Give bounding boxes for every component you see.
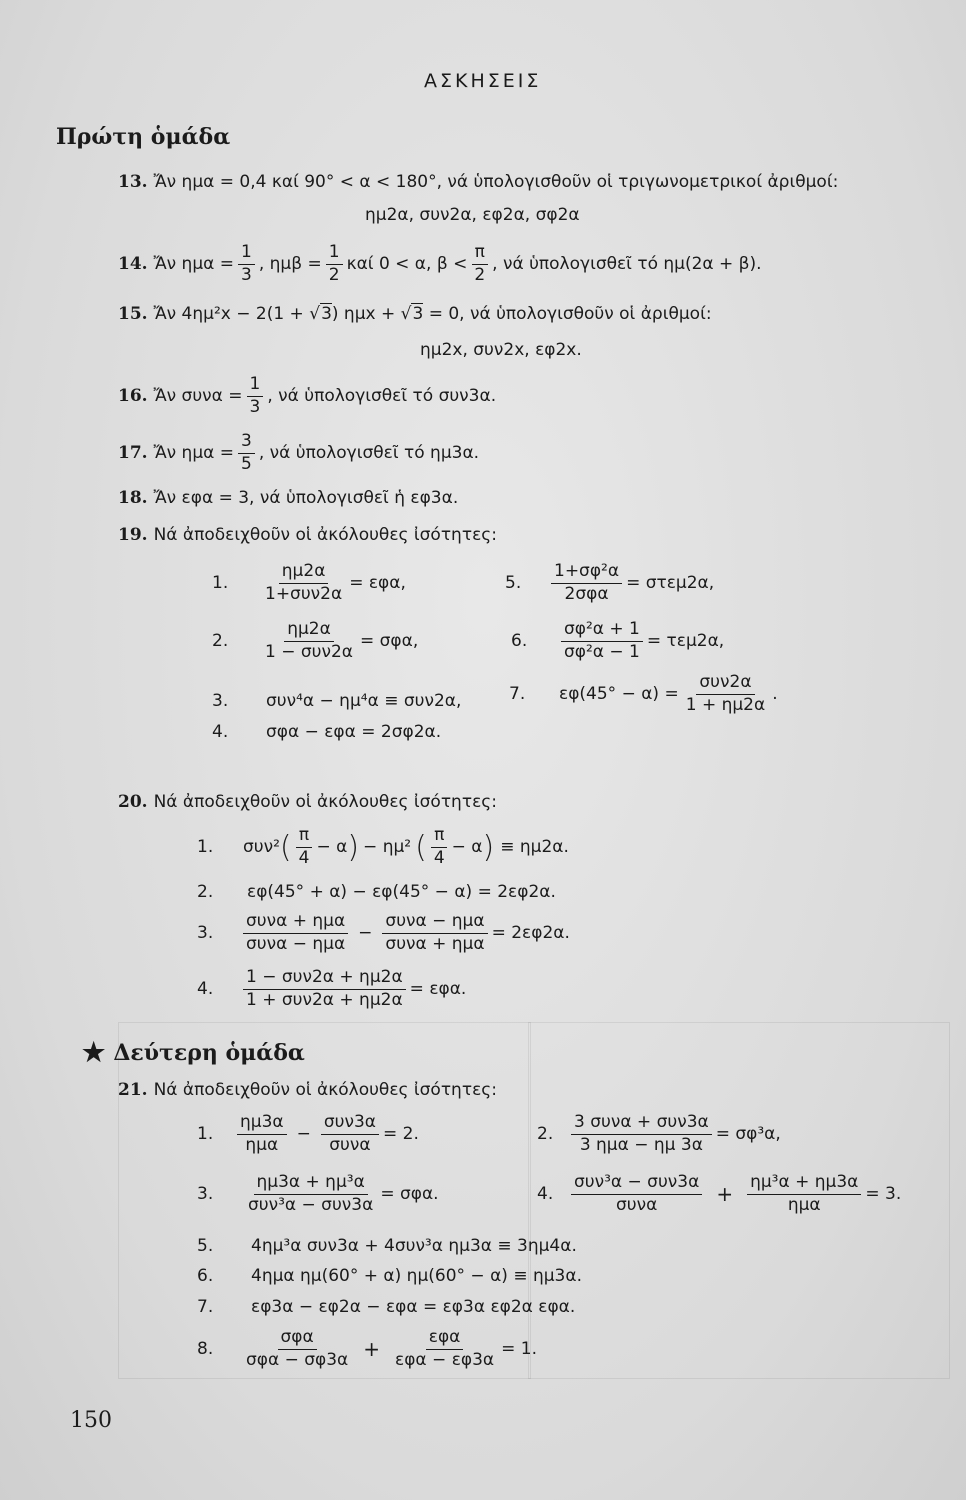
identity-21-7 xyxy=(197,1297,575,1317)
numerator: ημ2α xyxy=(279,562,329,584)
identity-21-3 xyxy=(197,1173,439,1215)
exercise-number: 16. xyxy=(118,386,148,407)
item-label: 6. xyxy=(511,631,528,652)
item-label: 4. xyxy=(197,979,214,1000)
item-expression: 4ημ³α συν3α + 4συν³α ημ3α ≡ 3ημ4α. xyxy=(251,1236,577,1256)
exercise-text: Ἄν ημα = xyxy=(153,254,234,275)
denominator: 2 xyxy=(328,264,340,285)
numerator: ημ³α + ημ3α xyxy=(747,1173,861,1195)
exercise-number: 13. xyxy=(118,172,148,192)
page-title: ΑΣΚΗΣΕΙΣ xyxy=(424,70,542,92)
item-expression: − α xyxy=(451,837,483,858)
exercise-text: , νά ὑπολογισθεῖ τό συν3α. xyxy=(267,386,497,407)
numerator: ημ2α xyxy=(284,620,334,642)
denominator: 5 xyxy=(241,453,252,474)
item-expression: συν⁴α − ημ⁴α ≡ συν2α, xyxy=(266,691,462,711)
denominator: ημα xyxy=(245,1134,279,1155)
fraction xyxy=(238,243,255,285)
identity-19-1 xyxy=(212,562,406,604)
denominator: συνα + ημα xyxy=(385,933,485,954)
open-paren: ( xyxy=(415,829,427,865)
numerator: 3 xyxy=(238,432,255,454)
fraction xyxy=(243,1328,351,1370)
exercise-number: 17. xyxy=(118,443,148,464)
star-icon: ★ xyxy=(82,1038,106,1068)
fraction xyxy=(471,243,488,285)
exercise-text: ) ημx + xyxy=(331,304,396,324)
item-rhs: ≡ ημ2α. xyxy=(500,837,569,858)
denominator: ημα xyxy=(787,1194,821,1215)
sqrt: √3 xyxy=(395,304,424,324)
radicand: 3 xyxy=(412,304,424,324)
denominator: 1 − συν2α xyxy=(265,641,353,662)
denominator: συν³α − συν3α xyxy=(248,1194,374,1215)
denominator: 4 xyxy=(298,847,310,868)
identity-19-3 xyxy=(212,691,461,711)
item-label: 2. xyxy=(537,1124,554,1145)
denominator: συνα − ημα xyxy=(246,933,346,954)
fraction xyxy=(431,826,448,868)
item-label: 1. xyxy=(197,837,214,858)
item-label: 3. xyxy=(212,691,229,711)
fraction xyxy=(683,673,768,715)
identity-20-3 xyxy=(197,912,570,954)
exercise-text: Νά ἀποδειχθοῦν οἱ ἀκόλουθες ἰσότητες: xyxy=(153,792,497,812)
fraction xyxy=(262,620,356,662)
fraction xyxy=(326,243,343,285)
radicand: 3 xyxy=(321,304,332,324)
exercise-text: Ἄν εφα = 3, νά ὑπολογισθεῖ ἡ εφ3α. xyxy=(153,488,459,508)
exercise-text: = 0, νά ὑπολογισθοῦν οἱ ἀριθμοί: xyxy=(428,304,712,324)
exercise-text: καί 0 < α, β < xyxy=(346,254,468,275)
numerator: ημ3α xyxy=(237,1113,287,1135)
fraction xyxy=(237,1113,287,1155)
numerator: συνα + ημα xyxy=(243,912,348,934)
identity-21-1 xyxy=(197,1113,419,1155)
fraction xyxy=(561,620,643,662)
exercise-21 xyxy=(118,1080,497,1100)
group-heading-text: Δεύτερη ὁμάδα xyxy=(113,1040,305,1066)
exercise-15 xyxy=(118,304,712,324)
numerator: σφα xyxy=(278,1328,317,1350)
numerator: συν³α − συν3α xyxy=(571,1173,702,1195)
identity-21-6 xyxy=(197,1266,582,1286)
item-label: 6. xyxy=(197,1266,214,1286)
fraction xyxy=(243,968,406,1010)
item-expression: σφα − εφα = 2σφ2α. xyxy=(266,722,442,742)
exercise-text: Νά ἀποδειχθοῦν οἱ ἀκόλουθες ἰσότητες: xyxy=(153,525,497,545)
exercise-20 xyxy=(118,792,497,812)
exercise-15-list: ημ2x, συν2x, εφ2x. xyxy=(420,340,582,360)
item-label: 4. xyxy=(212,722,229,742)
denominator: εφα − εφ3α xyxy=(395,1349,495,1370)
exercise-number: 19. xyxy=(118,525,148,545)
fraction xyxy=(262,562,345,604)
denominator: 3 xyxy=(241,264,252,285)
item-rhs: = σφ³α, xyxy=(715,1124,781,1145)
item-label: 7. xyxy=(509,684,526,705)
exercise-number: 21. xyxy=(118,1080,148,1100)
fraction xyxy=(571,1173,702,1215)
item-expression: συν² xyxy=(243,837,280,858)
operator: − xyxy=(358,923,373,944)
exercise-number: 14. xyxy=(118,254,148,275)
item-expression: 4ημα ημ(60° + α) ημ(60° − α) ≡ ημ3α. xyxy=(251,1266,582,1286)
exercise-text: Ἄν ημα = xyxy=(153,443,234,464)
numerator: εφα xyxy=(426,1328,464,1350)
exercise-number: 18. xyxy=(118,488,148,508)
item-label: 5. xyxy=(505,573,522,594)
operator: − xyxy=(296,1124,311,1145)
item-rhs: = εφα, xyxy=(349,573,406,594)
exercise-13-list: ημ2α, συν2α, εφ2α, σφ2α xyxy=(365,205,580,225)
identity-19-5 xyxy=(505,562,714,604)
denominator: 3 xyxy=(249,396,261,417)
exercise-text: Ἄν συνα = xyxy=(153,386,243,407)
item-rhs: . xyxy=(772,684,778,705)
item-rhs: = 2εφ2α. xyxy=(491,923,570,944)
denominator: συνα xyxy=(615,1194,658,1215)
denominator: σφ²α − 1 xyxy=(564,641,640,662)
fraction xyxy=(747,1173,861,1215)
exercise-text: Ἄν 4ημ²x − 2(1 + xyxy=(153,304,304,324)
identity-20-2 xyxy=(197,882,556,902)
exercise-text: Ἄν ημα = 0,4 καί 90° < α < 180°, νά ὑπολογισθοῦν οἱ τριγωνομετρικοί ἀριθμοί: xyxy=(153,172,839,192)
item-label: 7. xyxy=(197,1297,214,1317)
numerator: σφ²α + 1 xyxy=(561,620,643,642)
exercise-number: 20. xyxy=(118,792,148,812)
fraction xyxy=(321,1113,379,1155)
denominator: 1 + συν2α + ημ2α xyxy=(246,989,403,1010)
item-rhs: = τεμ2α, xyxy=(646,631,725,652)
fraction xyxy=(247,375,264,417)
group-heading-second xyxy=(82,1038,305,1068)
fraction xyxy=(551,562,622,604)
denominator: συνα xyxy=(329,1134,371,1155)
item-label: 5. xyxy=(197,1236,214,1256)
exercise-text: Νά ἀποδειχθοῦν οἱ ἀκόλουθες ἰσότητες: xyxy=(153,1080,497,1100)
item-label: 8. xyxy=(197,1339,214,1360)
identity-19-4 xyxy=(212,722,441,742)
denominator: 2σφα xyxy=(564,583,609,604)
identity-19-6 xyxy=(511,620,724,662)
exercise-18 xyxy=(118,488,458,508)
item-rhs: = σφα. xyxy=(380,1184,439,1205)
operator: + xyxy=(363,1337,381,1362)
exercise-14 xyxy=(118,243,762,285)
fraction xyxy=(243,912,348,954)
item-rhs: = σφα, xyxy=(360,631,419,652)
fraction xyxy=(392,1328,497,1370)
numerator: 3 συνα + συν3α xyxy=(571,1113,712,1135)
identity-19-7 xyxy=(509,673,778,715)
identity-21-2 xyxy=(537,1113,781,1155)
item-expression: εφ3α − εφ2α − εφα = εφ3α εφ2α εφα. xyxy=(251,1297,576,1317)
identity-21-5 xyxy=(197,1236,577,1256)
page-number: 150 xyxy=(70,1408,112,1433)
item-rhs: = 3. xyxy=(865,1184,902,1205)
denominator: 3 ημα − ημ 3α xyxy=(579,1134,703,1155)
item-expression: − α xyxy=(316,837,348,858)
close-paren: ) xyxy=(347,829,360,865)
fraction xyxy=(245,1173,376,1215)
numerator: συνα − ημα xyxy=(382,912,487,934)
item-expression: − ημ² xyxy=(363,837,412,858)
fraction xyxy=(296,826,313,868)
exercise-16 xyxy=(118,375,496,417)
denominator: 4 xyxy=(433,847,445,868)
numerator: 1 − συν2α + ημ2α xyxy=(243,968,406,990)
denominator: 2 xyxy=(474,264,486,285)
numerator: ημ3α + ημ³α xyxy=(254,1173,368,1195)
numerator: 1 xyxy=(247,375,264,397)
denominator: σφα − σφ3α xyxy=(246,1349,349,1370)
open-paren: ( xyxy=(279,829,292,865)
denominator: 1+συν2α xyxy=(265,583,343,604)
item-label: 1. xyxy=(197,1124,214,1145)
item-label: 4. xyxy=(537,1184,554,1205)
identity-21-4 xyxy=(537,1173,901,1215)
operator: + xyxy=(716,1182,734,1207)
group-heading-first: Πρώτη ὁμάδα xyxy=(56,124,231,150)
denominator: 1 + ημ2α xyxy=(685,694,766,715)
numerator: π xyxy=(296,826,312,848)
numerator: συν3α xyxy=(321,1113,379,1135)
exercise-text: , ημβ = xyxy=(258,254,322,275)
item-label: 2. xyxy=(212,631,229,652)
item-label: 1. xyxy=(212,573,229,594)
exercise-number: 15. xyxy=(118,304,148,324)
exercise-17 xyxy=(118,432,479,474)
numerator: συν2α xyxy=(696,673,754,695)
identity-20-4 xyxy=(197,968,466,1010)
numerator: 1 xyxy=(326,243,343,265)
item-rhs: = 2. xyxy=(383,1124,419,1145)
item-rhs: = εφα. xyxy=(409,979,467,1000)
item-label: 2. xyxy=(197,882,214,902)
exercise-text: , νά ὑπολογισθεῖ τό ημ(2α + β). xyxy=(492,254,762,275)
show-through-divider xyxy=(528,1022,531,1379)
identity-21-8 xyxy=(197,1328,537,1370)
close-paren: ) xyxy=(482,829,495,865)
exercise-13 xyxy=(118,172,838,192)
identity-20-1 xyxy=(197,826,569,868)
item-label: 3. xyxy=(197,923,214,944)
item-label: 3. xyxy=(197,1184,214,1205)
numerator: π xyxy=(431,826,447,848)
item-rhs: = στεμ2α, xyxy=(626,573,715,594)
numerator: π xyxy=(472,243,488,265)
sqrt: √3 xyxy=(303,304,332,324)
identity-19-2 xyxy=(212,620,418,662)
exercise-19 xyxy=(118,525,497,545)
item-expression: εφ(45° + α) − εφ(45° − α) = 2εφ2α. xyxy=(247,882,556,902)
item-lhs: εφ(45° − α) = xyxy=(559,684,679,705)
item-rhs: = 1. xyxy=(501,1339,537,1360)
numerator: 1+σφ²α xyxy=(551,562,622,584)
numerator: 1 xyxy=(238,243,255,265)
fraction xyxy=(238,432,255,474)
fraction xyxy=(382,912,487,954)
fraction xyxy=(571,1113,712,1155)
exercise-text: , νά ὑπολογισθεῖ τό ημ3α. xyxy=(258,443,480,464)
